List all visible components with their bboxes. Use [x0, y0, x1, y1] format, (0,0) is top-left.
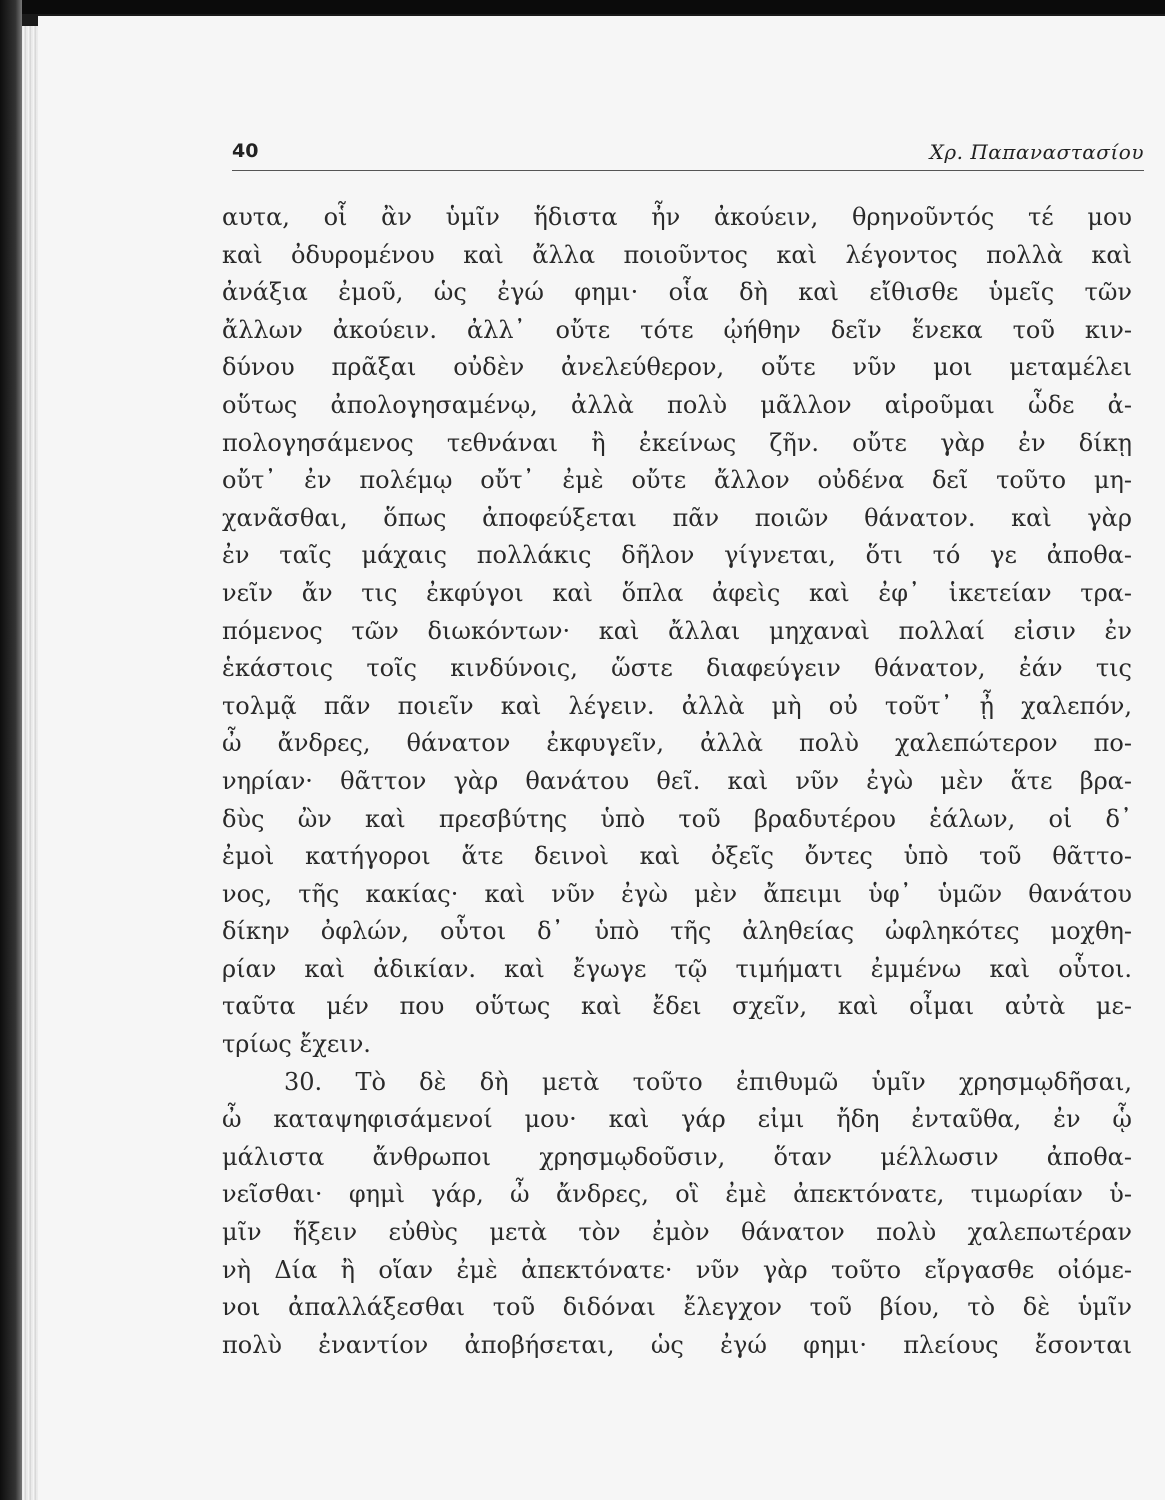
text-line: δὺς ὢν καὶ πρεσβύτης ὑπὸ τοῦ βραδυτέρου ἑάλων, οἱ δ᾽	[222, 804, 1132, 833]
text-line: ἄλλων ἀκούειν. ἀλλ᾽ οὔτε τότε ᾠήθην δεῖν ἕνεκα τοῦ κιν-	[222, 315, 1132, 344]
text-line: αυτα, οἷ ἂν ὑμῖν ἥδιστα ἦν ἀκούειν, θρηνοῦντός τέ μου	[222, 203, 1132, 231]
section-30-first-line: 30. Τὸ δὲ δὴ μετὰ τοῦτο ἐπιθυμῶ ὑμῖν χρησμῳδῆσαι,	[284, 1067, 1132, 1096]
text-line: οὔτ᾽ ἐν πολέμῳ οὔτ᾽ ἐμὲ οὔτε ἄλλον οὐδένα δεῖ τοῦτο μη-	[222, 466, 1132, 495]
running-head-author: Χρ. Παπαναστασίου	[929, 140, 1144, 164]
text-line: ρίαν καὶ ἀδικίαν. καὶ ἔγωγε τῷ τιμήματι ἐμμένω καὶ οὗτοι.	[222, 954, 1132, 983]
body-text	[222, 199, 1132, 1364]
text-line: δίκην ὀφλών, οὗτοι δ᾽ ὑπὸ τῆς ἀληθείας ὠφληκότες μοχθη-	[222, 917, 1132, 946]
scan-edge-top	[0, 0, 1165, 14]
text-line: νεῖν ἄν τις ἐκφύγοι καὶ ὅπλα ἀφεὶς καὶ ἐφ᾽ ἱκετείαν τρα-	[222, 578, 1132, 607]
text-line: δύνου πρᾶξαι οὐδὲν ἀνελεύθερον, οὔτε νῦν μοι μεταμέλει	[222, 353, 1132, 382]
text-line: τολμᾷ πᾶν ποιεῖν καὶ λέγειν. ἀλλὰ μὴ οὐ τοῦτ᾽ ᾖ χαλεπόν,	[222, 691, 1132, 720]
text-line: μῖν ἥξειν εὐθὺς μετὰ τὸν ἐμὸν θάνατον πολὺ χαλεπωτέραν	[222, 1218, 1132, 1247]
text-line: χανᾶσθαι, ὅπως ἀποφεύξεται πᾶν ποιῶν θάνατον. καὶ γὰρ	[222, 503, 1132, 532]
text-line: καὶ ὀδυρομένου καὶ ἄλλα ποιοῦντος καὶ λέγοντος πολλὰ καὶ	[222, 240, 1132, 269]
running-head	[232, 140, 1144, 171]
paragraph-end-line: τρίως ἔχειν.	[222, 1030, 371, 1059]
text-line: ἐν ταῖς μάχαις πολλάκις δῆλον γίγνεται, ὅτι τό γε ἀποθα-	[222, 541, 1132, 570]
text-line: ἀνάξια ἐμοῦ, ὡς ἐγώ φημι· οἷα δὴ καὶ εἴθισθε ὑμεῖς τῶν	[222, 278, 1132, 307]
text-line: ἑκάστοις τοῖς κινδύνοις, ὥστε διαφεύγειν θάνατον, ἐάν τις	[222, 654, 1132, 683]
page-number: 40	[232, 140, 259, 162]
text-line: ὦ ἄνδρες, θάνατον ἐκφυγεῖν, ἀλλὰ πολὺ χαλεπώτερον πο-	[222, 729, 1132, 758]
book-page	[38, 16, 1165, 1500]
text-line: μάλιστα ἄνθρωποι χρησμῳδοῦσιν, ὅταν μέλλωσιν ἀποθα-	[222, 1142, 1132, 1171]
scan-edge-left	[0, 0, 22, 1500]
text-line: ταῦτα μέν που οὕτως καὶ ἔδει σχεῖν, καὶ οἶμαι αὐτὰ με-	[222, 992, 1132, 1021]
text-line: οὕτως ἀπολογησαμένῳ, ἀλλὰ πολὺ μᾶλλον αἱροῦμαι ὧδε ἀ-	[222, 390, 1132, 419]
text-line: ἐμοὶ κατήγοροι ἅτε δεινοὶ καὶ ὀξεῖς ὄντες ὑπὸ τοῦ θᾶττο-	[222, 842, 1132, 871]
text-line: πόμενος τῶν διωκόντων· καὶ ἄλλαι μηχαναὶ πολλαί εἰσιν ἐν	[222, 616, 1132, 645]
text-line: πολὺ ἐναντίον ἀποβήσεται, ὡς ἐγώ φημι· πλείους ἔσονται	[222, 1330, 1132, 1359]
text-line: νηρίαν· θᾶττον γὰρ θανάτου θεῖ. καὶ νῦν ἐγὼ μὲν ἅτε βρα-	[222, 766, 1132, 795]
text-line: νος, τῆς κακίας· καὶ νῦν ἐγὼ μὲν ἄπειμι ὑφ᾽ ὑμῶν θανάτου	[222, 879, 1132, 908]
text-line: νοι ἀπαλλάξεσθαι τοῦ διδόναι ἔλεγχον τοῦ βίου, τὸ δὲ ὑμῖν	[222, 1293, 1132, 1322]
text-line: πολογησάμενος τεθνάναι ἢ ἐκείνως ζῆν. οὔτε γὰρ ἐν δίκῃ	[222, 428, 1132, 457]
text-line: ὦ καταψηφισάμενοί μου· καὶ γάρ εἰμι ἤδη ἐνταῦθα, ἐν ᾧ	[222, 1105, 1132, 1134]
text-line: νὴ Δία ἢ οἵαν ἐμὲ ἀπεκτόνατε· νῦν γὰρ τοῦτο εἴργασθε οἰόμε-	[222, 1255, 1132, 1284]
text-line: νεῖσθαι· φημὶ γάρ, ὦ ἄνδρες, οἳ ἐμὲ ἀπεκτόνατε, τιμωρίαν ὑ-	[222, 1180, 1132, 1209]
